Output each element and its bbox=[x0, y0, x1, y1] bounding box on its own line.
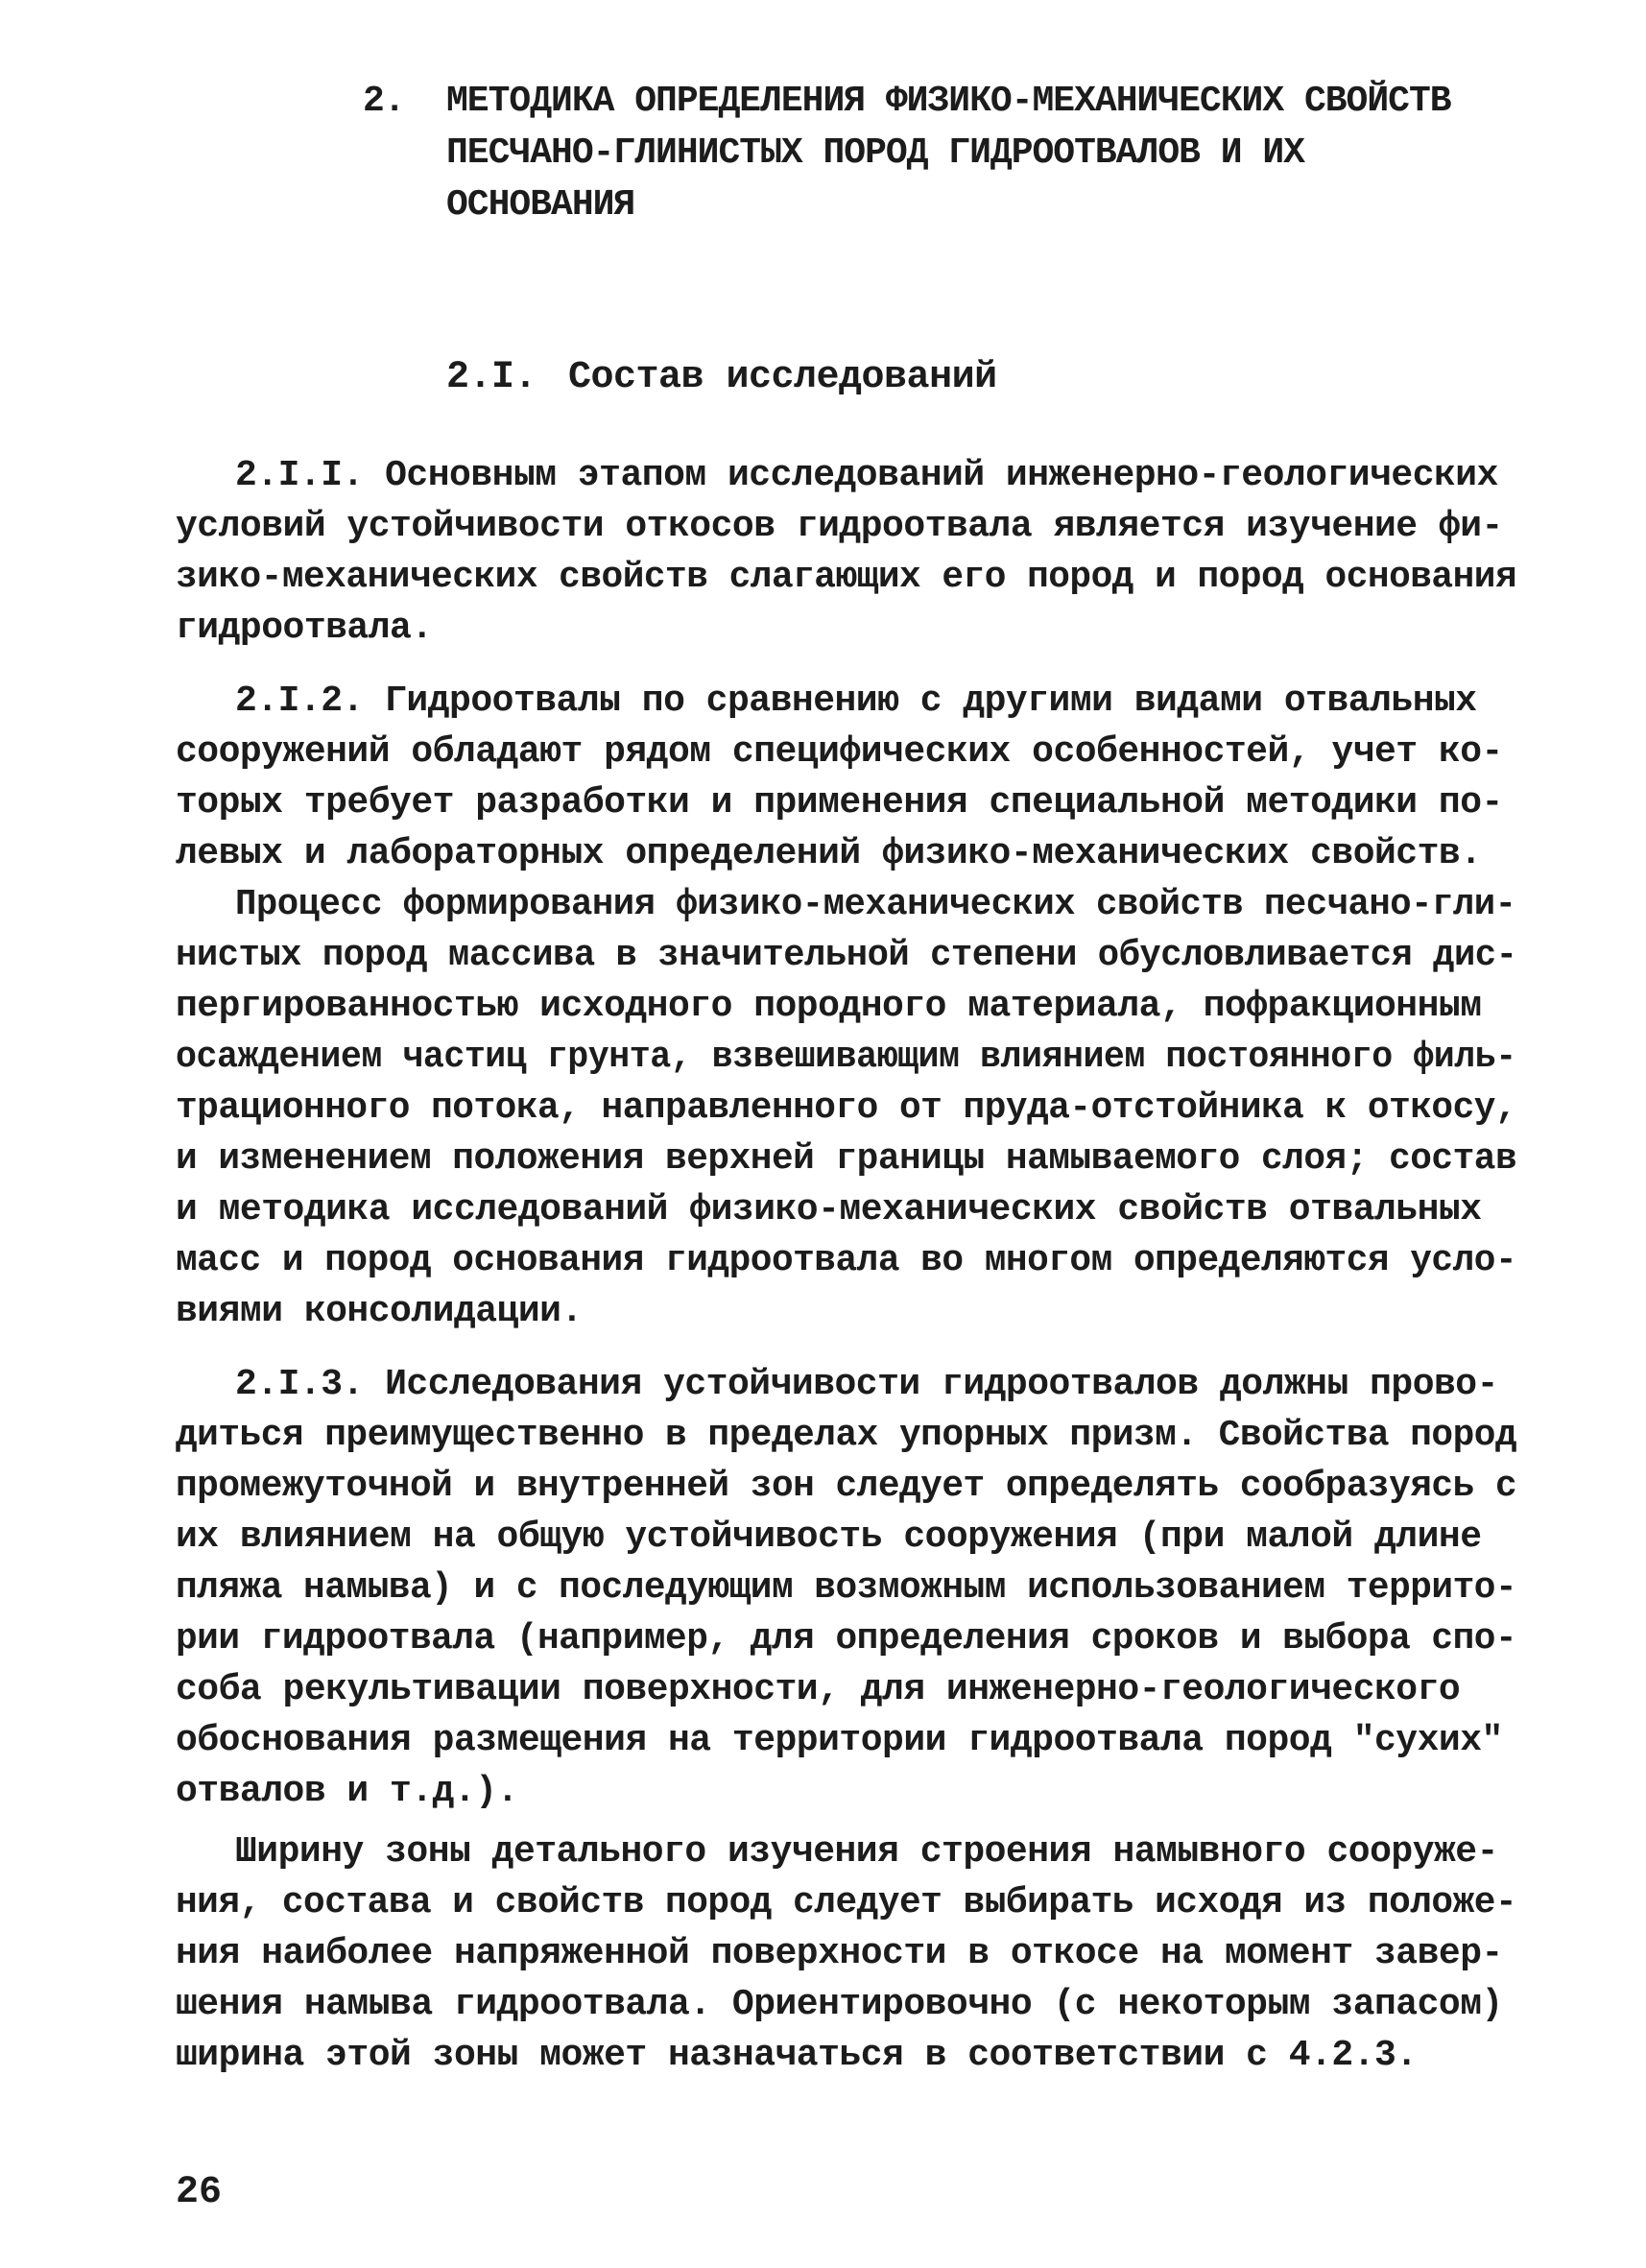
body-line: шения намыва гидроотвала. Ориентировочно (с некоторым запасом) bbox=[176, 1984, 1503, 2025]
body-line: виями консолидации. bbox=[176, 1291, 583, 1332]
body-line: и методика исследований физико-механических свойств отвальных bbox=[176, 1189, 1482, 1230]
body-line: торых требует разработки и применения специальной методики по- bbox=[176, 782, 1503, 824]
body-line: сооружений обладают рядом специфических особенностей, учет ко- bbox=[176, 731, 1503, 773]
page-number: 26 bbox=[176, 2171, 223, 2214]
body-line: и изменением положения верхней границы намываемого слоя; состав bbox=[176, 1138, 1517, 1180]
body-line: промежуточной и внутренней зон следует определять сообразуясь с bbox=[176, 1466, 1517, 1507]
body-line: ния, состава и свойств пород следует выбирать исходя из положе- bbox=[176, 1882, 1517, 1923]
body-line: 2.I.2. Гидроотвалы по сравнению с другими видами отвальных bbox=[235, 680, 1477, 722]
subsection-title: Состав исследований bbox=[568, 356, 997, 399]
subsection-number: 2.I. bbox=[446, 356, 537, 399]
body-line: пергированностью исходного породного материала, пофракционным bbox=[176, 986, 1482, 1027]
body-line: их влиянием на общую устойчивость сооружения (при малой длине bbox=[176, 1516, 1482, 1558]
body-line: осаждением частиц грунта, взвешивающим влиянием постоянного филь- bbox=[176, 1037, 1516, 1078]
body-line: Ширину зоны детального изучения строения намывного сооруже- bbox=[235, 1831, 1498, 1873]
body-line: 2.I.I. Основным этапом исследований инженерно-геологических bbox=[235, 455, 1498, 496]
body-line: 2.I.3. Исследования устойчивости гидроотвалов должны прово- bbox=[235, 1364, 1498, 1405]
body-line: соба рекультивации поверхности, для инженерно-геологического bbox=[176, 1669, 1461, 1710]
section-number: 2. bbox=[363, 81, 405, 122]
body-line: условий устойчивости откосов гидроотвала является изучение фи- bbox=[176, 506, 1503, 547]
body-line: пляжа намыва) и с последующим возможным использованием террито- bbox=[176, 1567, 1517, 1609]
body-line: гидроотвала. bbox=[176, 608, 433, 649]
body-line: зико-механических свойств слагающих его пород и пород основания bbox=[176, 557, 1517, 598]
body-line: нистых пород массива в значительной степени обусловливается дис- bbox=[176, 935, 1517, 976]
section-title-line-2: ПЕСЧАНО-ГЛИНИСТЫХ ПОРОД ГИДРООТВАЛОВ И ИХ bbox=[446, 132, 1304, 174]
section-title-line-3: ОСНОВАНИЯ bbox=[446, 184, 635, 226]
body-line: трационного потока, направленного от пруда-отстойника к откосу, bbox=[176, 1087, 1517, 1129]
body-line: рии гидроотвала (например, для определения сроков и выбора спо- bbox=[176, 1618, 1517, 1659]
section-title-line-1: МЕТОДИКА ОПРЕДЕЛЕНИЯ ФИЗИКО-МЕХАНИЧЕСКИХ СВОЙСТВ bbox=[446, 81, 1451, 122]
body-line: левых и лабораторных определений физико-механических свойств. bbox=[176, 833, 1482, 874]
body-line: ния наиболее напряженной поверхности в откосе на момент завер- bbox=[176, 1933, 1503, 1974]
body-line: масс и пород основания гидроотвала во многом определяются усло- bbox=[176, 1240, 1517, 1281]
body-line: отвалов и т.д.). bbox=[176, 1771, 518, 1812]
body-line: ширина этой зоны может назначаться в соответствии с 4.2.3. bbox=[176, 2035, 1418, 2076]
body-line: Процесс формирования физико-механических свойств песчано-гли- bbox=[235, 884, 1516, 925]
body-line: обоснования размещения на территории гидроотвала пород "сухих" bbox=[176, 1720, 1503, 1761]
body-line: диться преимущественно в пределах упорных призм. Свойства пород bbox=[176, 1415, 1517, 1456]
